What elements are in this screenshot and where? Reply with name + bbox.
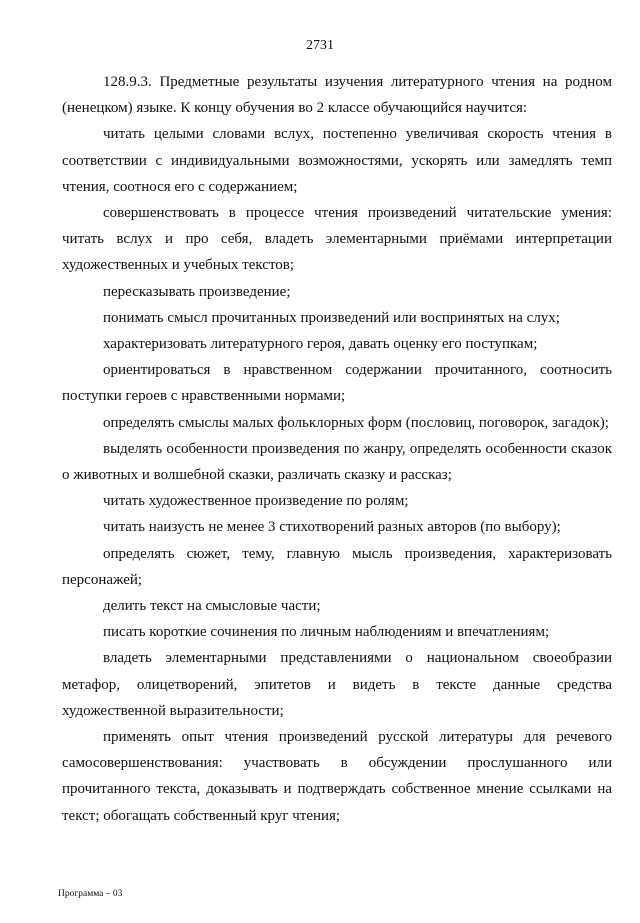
- footer-label: Программа – 03: [58, 889, 123, 899]
- list-item: читать целыми словами вслух, постепенно увеличивая скорость чтения в соответствии с индивидуальными возможностями, ускорять или замедлять темп чтения, соотнося его с содержанием;: [62, 126, 612, 195]
- list-item: ориентироваться в нравственном содержании прочитанного, соотносить поступки героев с нравственными нормами;: [62, 362, 612, 405]
- list-item: пересказывать произведение;: [103, 283, 291, 300]
- list-item: читать художественное произведение по ролям;: [103, 493, 409, 510]
- list-item: писать короткие сочинения по личным наблюдениям и впечатлениям;: [103, 624, 550, 641]
- list-item: читать наизусть не менее 3 стихотворений разных авторов (по выбору);: [103, 519, 561, 536]
- document-body: [62, 69, 612, 829]
- list-item: определять сюжет, тему, главную мысль произведения, характеризовать персонажей;: [62, 545, 612, 588]
- section-heading-paragraph: 128.9.3. Предметные результаты изучения литературного чтения на родном (ненецком) языке. К концу обучения во 2 классе обучающийся научится:: [62, 74, 612, 117]
- list-item: совершенствовать в процессе чтения произведений читательские умения: читать вслух и про себя, владеть элементарными приёмами интерпретации художественных и учебных текстов;: [62, 205, 612, 274]
- page-number: 2731: [306, 38, 334, 53]
- list-item: владеть элементарными представлениями о национальном своеобразии метафор, олицетворений, эпитетов и видеть в тексте данные средства художественной выразительности;: [62, 650, 612, 719]
- list-item: выделять особенности произведения по жанру, определять особенности сказок о животных и волшебной сказки, различать сказку и рассказ;: [62, 440, 612, 484]
- list-item: определять смыслы малых фольклорных форм (пословиц, поговорок, загадок);: [103, 414, 609, 431]
- list-item: применять опыт чтения произведений русской литературы для речевого самосовершенствования: участвовать в обсуждении прослушанного или прочитанного текста, доказывать и подтверждать собственное мнение ссылками на текст; обогащать собственный круг чтения;: [62, 729, 612, 824]
- list-item: делить текст на смысловые части;: [103, 598, 321, 615]
- list-item: понимать смысл прочитанных произведений или воспринятых на слух;: [103, 309, 560, 326]
- list-item: характеризовать литературного героя, давать оценку его поступкам;: [103, 336, 538, 353]
